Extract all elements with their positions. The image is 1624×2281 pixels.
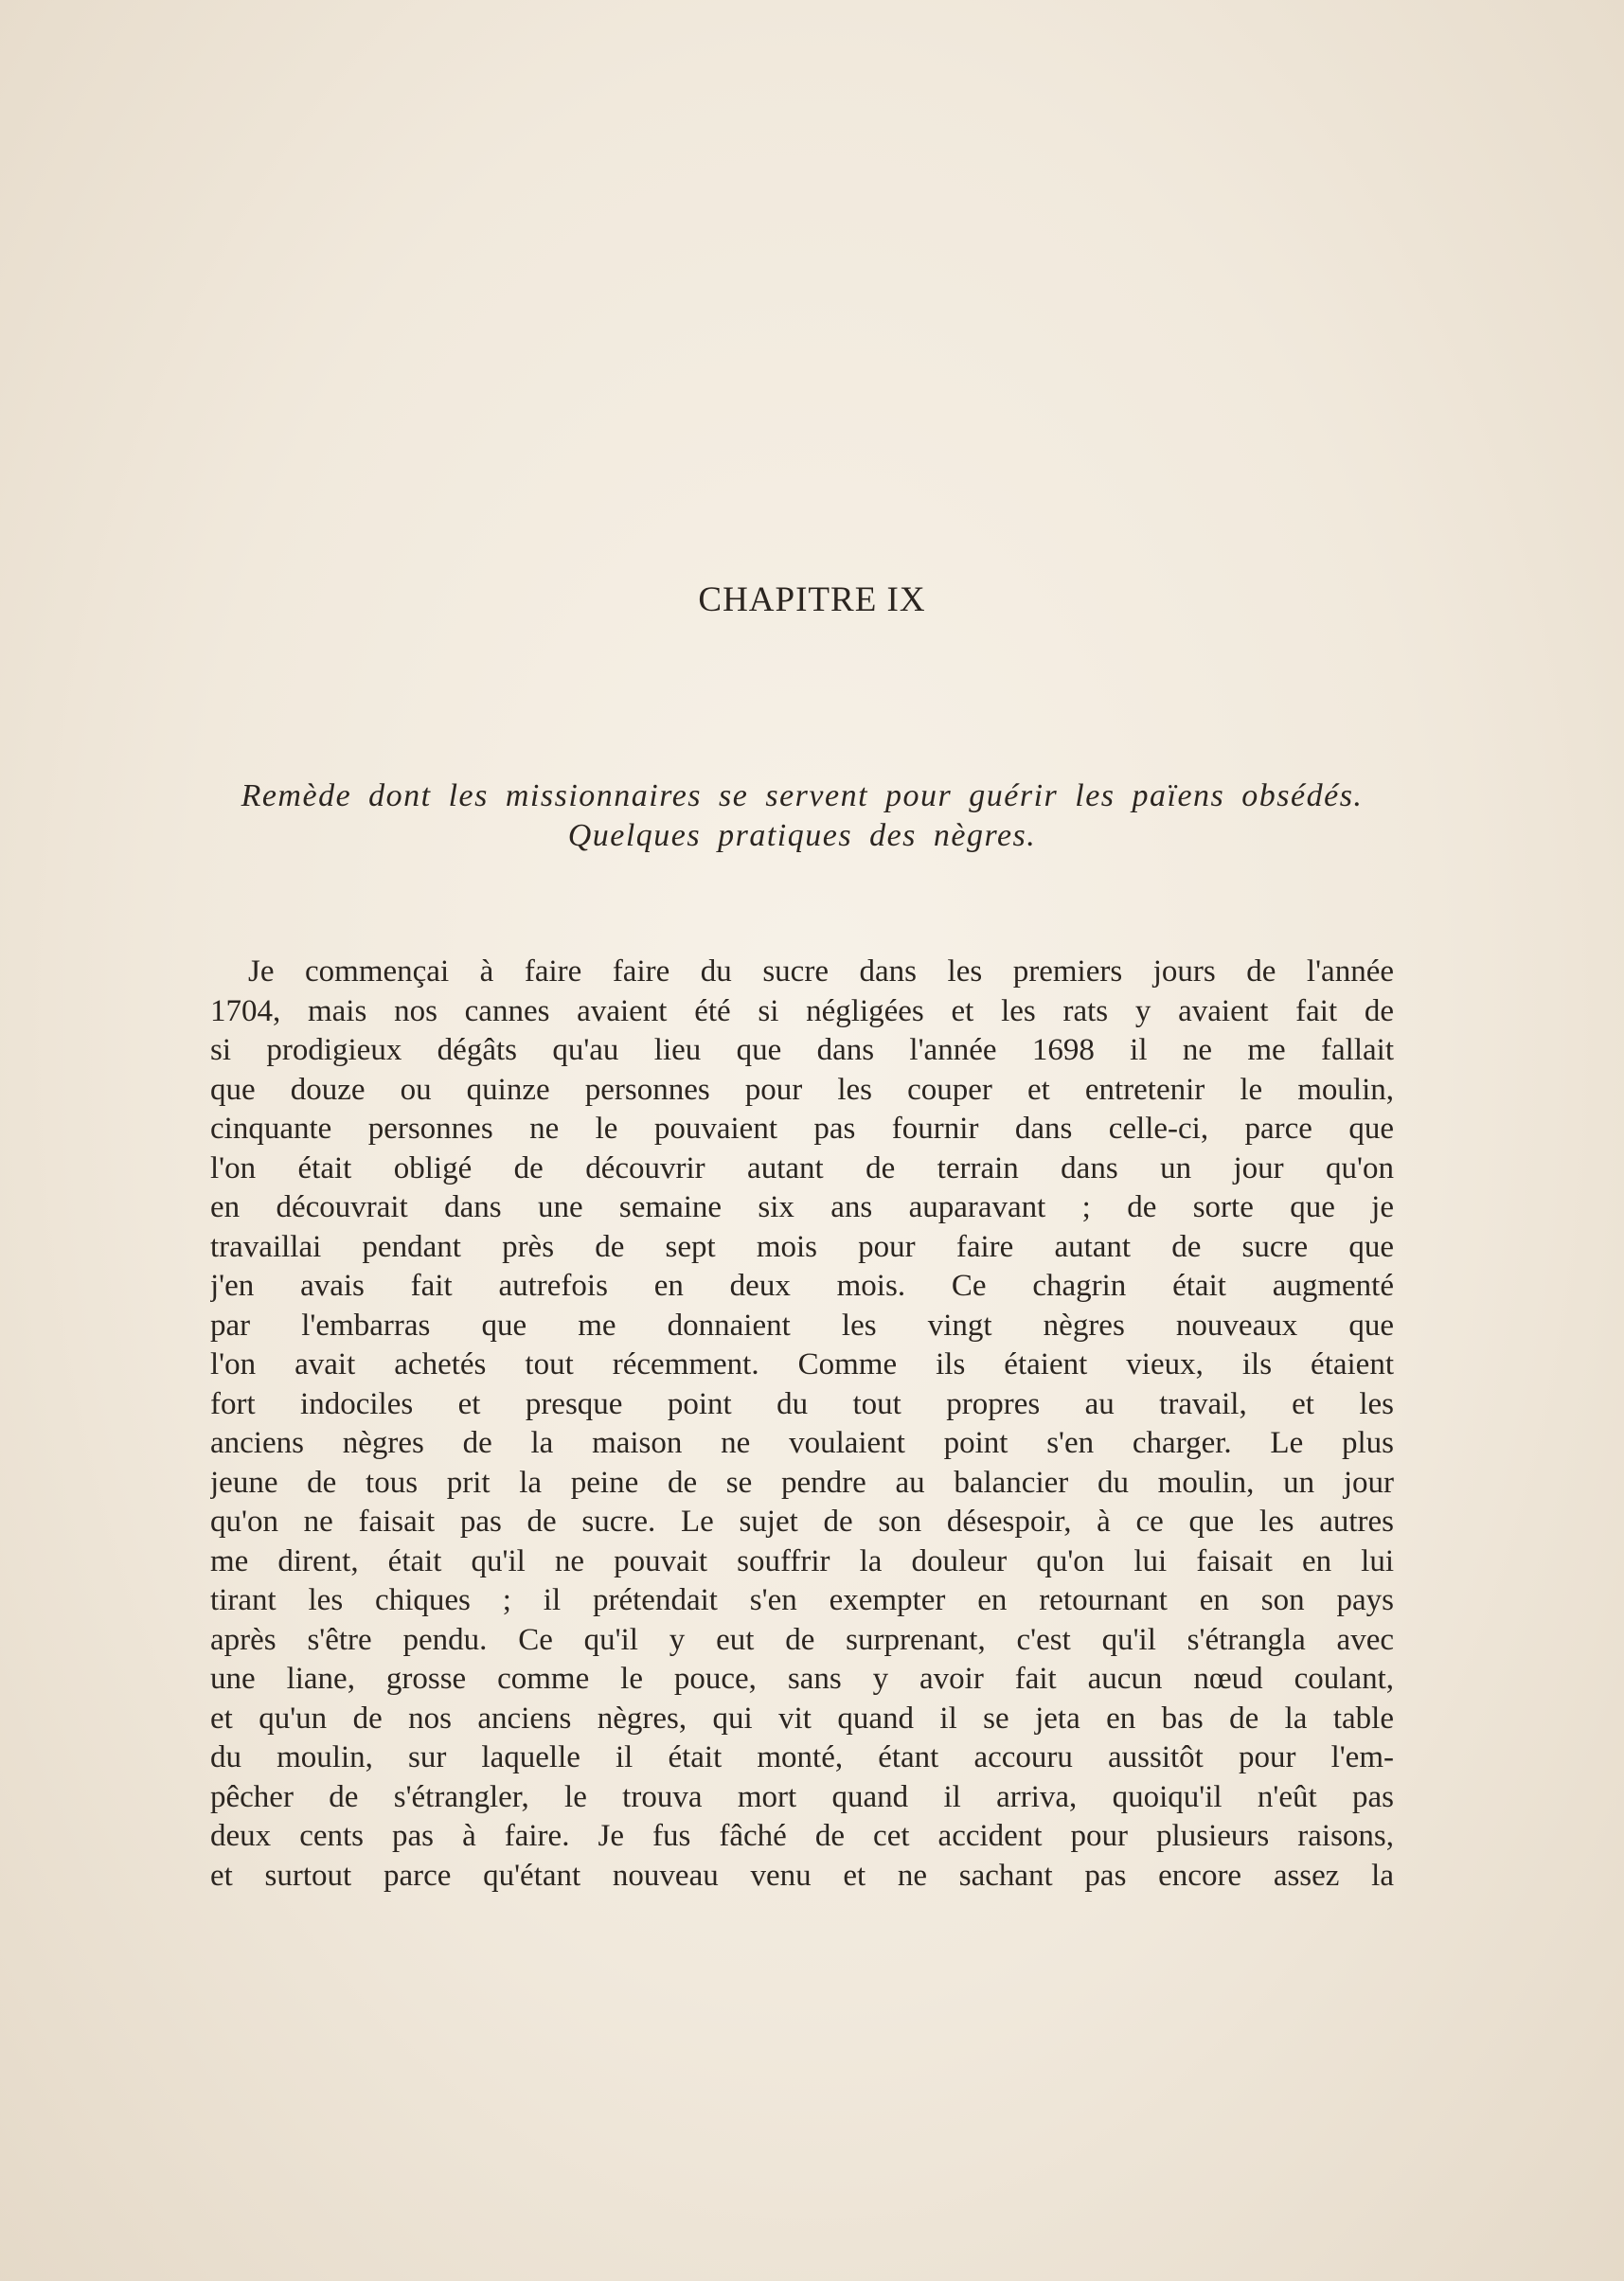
text-line: que douze ou quinze personnes pour les couper et entretenir le moulin, [210, 1072, 1394, 1107]
text-line: j'en avais fait autrefois en deux mois. Ce chagrin était augmenté [210, 1269, 1394, 1303]
text-line: me dirent, était qu'il ne pouvait souffrir la douleur qu'on lui faisait en lui [210, 1543, 1394, 1578]
text-line: Je commençai à faire faire du sucre dans les premiers jours de l'année [248, 954, 1394, 989]
text-line: pêcher de s'étrangler, le trouva mort quand il arriva, quoiqu'il n'eût pas [210, 1779, 1394, 1814]
text-line: fort indociles et presque point du tout propres au travail, et les [210, 1386, 1394, 1421]
text-line: l'on avait achetés tout récemment. Comme ils étaient vieux, ils étaient [210, 1347, 1394, 1381]
chapter-subtitle [210, 776, 1394, 856]
text-line: après s'être pendu. Ce qu'il y eut de surprenant, c'est qu'il s'étrangla avec [210, 1622, 1394, 1657]
text-line: jeune de tous prit la peine de se pendre au balancier du moulin, un jour [210, 1465, 1394, 1500]
text-line: par l'embarras que me donnaient les vingt nègres nouveaux que [210, 1308, 1394, 1343]
subtitle-line: Quelques pratiques des nègres. [567, 818, 1037, 853]
chapter-title: CHAPITRE IX [698, 580, 926, 619]
text-line: 1704, mais nos cannes avaient été si négligées et les rats y avaient fait de [210, 993, 1394, 1028]
text-line: l'on était obligé de découvrir autant de terrain dans un jour qu'on [210, 1150, 1394, 1185]
body-paragraph [210, 953, 1394, 1896]
text-line: anciens nègres de la maison ne voulaient point s'en charger. Le plus [210, 1426, 1394, 1460]
text-line: du moulin, sur laquelle il était monté, étant accouru aussitôt pour l'em- [210, 1740, 1394, 1774]
text-line: si prodigieux dégâts qu'au lieu que dans l'année 1698 il ne me fallait [210, 1033, 1394, 1067]
text-line: une liane, grosse comme le pouce, sans y avoir fait aucun nœud coulant, [210, 1662, 1394, 1696]
text-line: cinquante personnes ne le pouvaient pas fournir dans celle-ci, parce que [210, 1112, 1394, 1146]
text-line: qu'on ne faisait pas de sucre. Le sujet de son désespoir, à ce que les autres [210, 1505, 1394, 1539]
text-line: deux cents pas à faire. Je fus fâché de cet accident pour plusieurs raisons, [210, 1819, 1394, 1853]
subtitle-line: Remède dont les missionnaires se servent pour guérir les païens obsédés. [241, 778, 1364, 813]
text-line: et surtout parce qu'étant nouveau venu et ne sachant pas encore assez la [210, 1858, 1394, 1893]
text-line: travaillai pendant près de sept mois pour faire autant de sucre que [210, 1229, 1394, 1264]
text-line: tirant les chiques ; il prétendait s'en exempter en retournant en son pays [210, 1583, 1394, 1617]
text-line: en découvrait dans une semaine six ans auparavant ; de sorte que je [210, 1190, 1394, 1224]
text-line: et qu'un de nos anciens nègres, qui vit quand il se jeta en bas de la table [210, 1701, 1394, 1736]
